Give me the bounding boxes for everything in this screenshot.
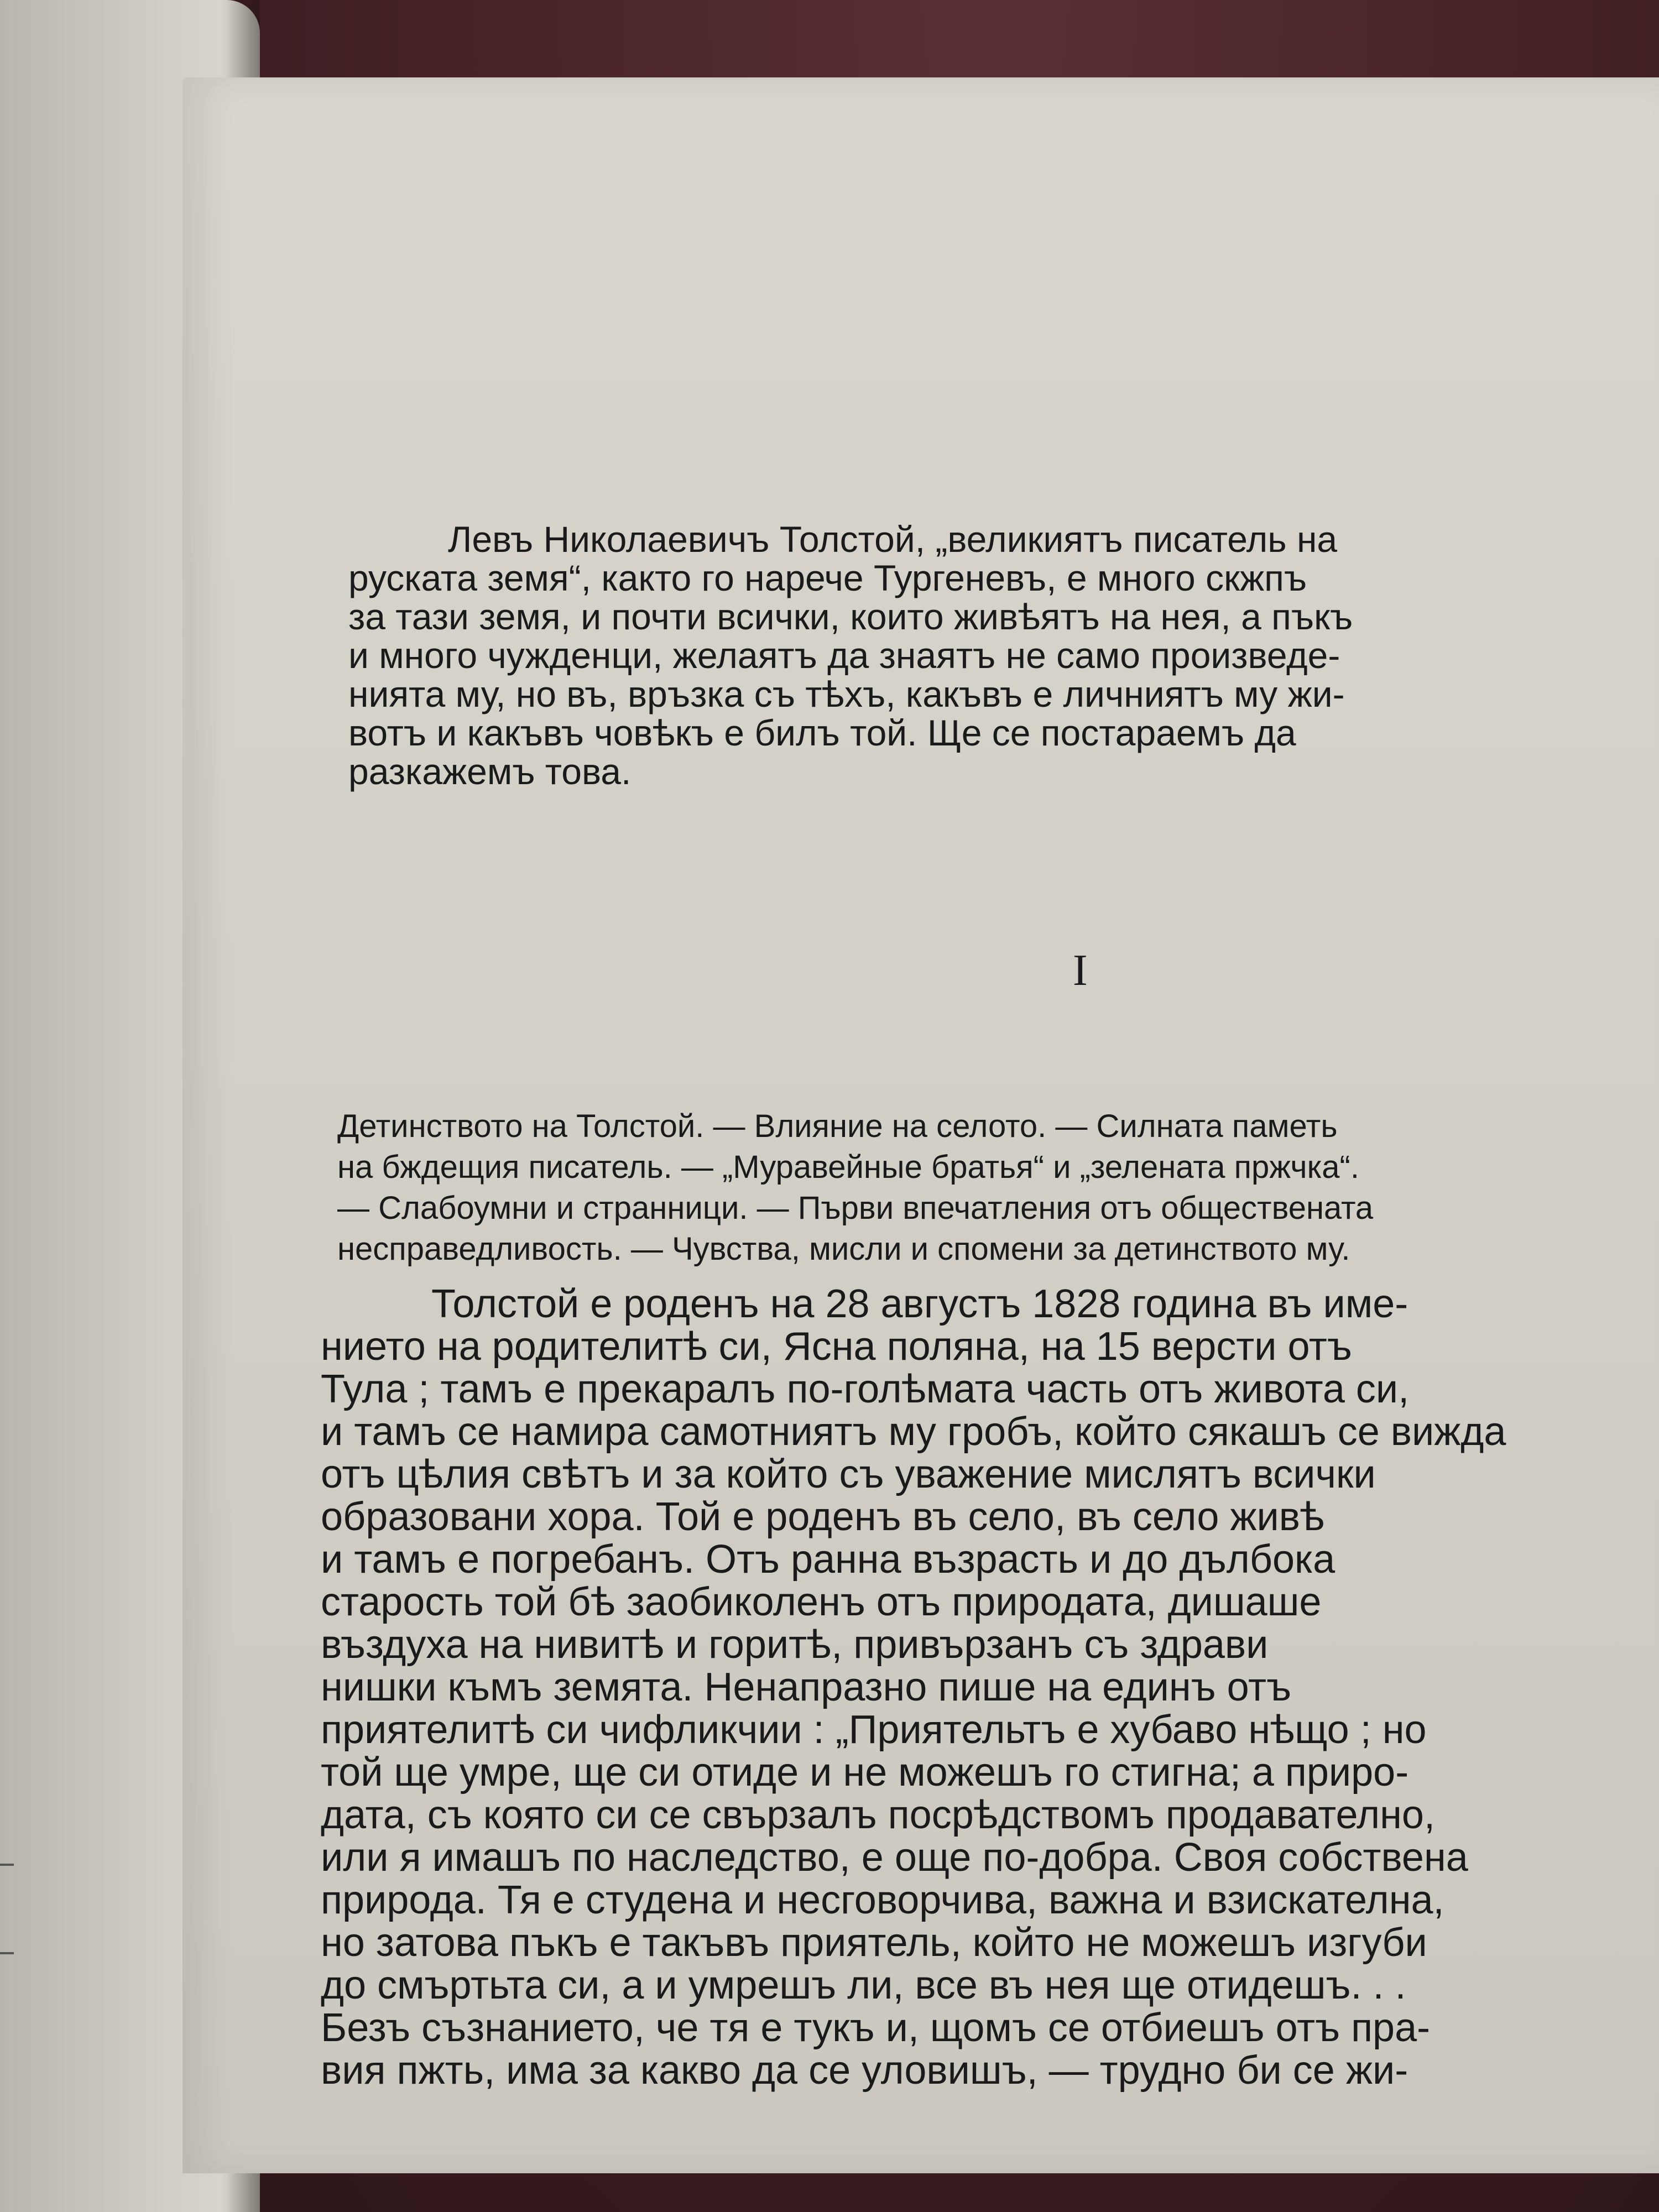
- body-line: приятелитѣ си чифликчии : „Приятельтъ е хубаво нѣщо ; но: [321, 1708, 1427, 1752]
- body-line: и тамъ се намира самотниятъ му гробъ, който сякашъ се вижда: [321, 1410, 1506, 1454]
- intro-line: нията му, но въ, връзка съ тѣхъ, какъвъ е личниятъ му жи-: [348, 674, 1345, 714]
- body-line: образовани хора. Той е роденъ въ село, въ село живѣ: [321, 1495, 1325, 1539]
- summary-line: Детинството на Толстой. — Влияние на селото. — Силната паметь: [337, 1108, 1338, 1144]
- intro-line: за тази земя, и почти всички, които живѣятъ на нея, а пъкъ: [348, 596, 1353, 637]
- intro-line: Левъ Николаевичъ Толстой, „великиятъ писатель на: [448, 519, 1338, 560]
- page-edge-mark: [0, 1952, 14, 1954]
- intro-line: вотъ и какъвъ човѣкъ е билъ той. Ще се постараемъ да: [348, 712, 1296, 753]
- body-line: природа. Тя е студена и несговорчива, важна и взискателна,: [321, 1878, 1444, 1922]
- chapter-summary: [337, 1106, 1659, 1270]
- body-line: отъ цѣлия свѣтъ и за който съ уважение мислятъ всички: [321, 1452, 1376, 1496]
- body-line: Тула ; тамъ е прекаралъ по-голѣмата часть отъ живота си,: [321, 1367, 1410, 1411]
- body-line: старость той бѣ заобиколенъ отъ природата, дишаше: [321, 1580, 1322, 1624]
- body-line: нишки къмъ земята. Ненапразно пише на единъ отъ: [321, 1665, 1292, 1709]
- body-line: дата, съ която си се свързалъ посрѣдствомъ продавателно,: [321, 1793, 1435, 1837]
- intro-line: и много чужденци, желаятъ да знаятъ не само произведе-: [348, 635, 1340, 676]
- summary-line: несправедливость. — Чувства, мисли и спомени за детинството му.: [337, 1231, 1350, 1267]
- intro-paragraph: [348, 520, 1659, 791]
- body-line: или я имашъ по наследство, е още по-добра. Своя собствена: [321, 1835, 1468, 1880]
- right-page: [182, 77, 1659, 2173]
- body-line: нието на родителитѣ си, Ясна поляна, на 15 версти отъ: [321, 1324, 1352, 1369]
- body-line: до смъртьта си, а и умрешъ ли, все въ нея ще отидешъ. . .: [321, 1963, 1406, 2007]
- body-line: Толстой е роденъ на 28 августъ 1828 година въ име-: [431, 1282, 1408, 1326]
- body-line: вия пжть, има за какво да се уловишъ, — трудно би се жи-: [321, 2048, 1408, 2093]
- chapter-body: [321, 1283, 1659, 2092]
- summary-line: — Слабоумни и странници. — Първи впечатления отъ обществената: [337, 1190, 1374, 1226]
- body-line: и тамъ е погребанъ. Отъ ранна възрасть и до дълбока: [321, 1537, 1335, 1582]
- intro-line: разкажемъ това.: [348, 751, 632, 792]
- body-line: Безъ съзнанието, че тя е тукъ и, щомъ се отбиешъ отъ пра-: [321, 2006, 1431, 2050]
- body-line: въздуха на нивитѣ и горитѣ, привързанъ съ здрави: [321, 1623, 1269, 1667]
- page-edge-mark: [0, 1864, 14, 1866]
- summary-line: на бждещия писатель. — „Муравейные братья“ и „зелената пржчка“.: [337, 1149, 1359, 1185]
- chapter-number: I: [1073, 946, 1088, 995]
- body-line: но затова пъкъ е такъвъ приятель, който не можешъ изгуби: [321, 1921, 1427, 1965]
- body-line: той ще умре, ще си отиде и не можешъ го стигна; а приро-: [321, 1750, 1409, 1794]
- intro-line: руската земя“, както го нарече Тургеневъ, е много скжпъ: [348, 557, 1307, 598]
